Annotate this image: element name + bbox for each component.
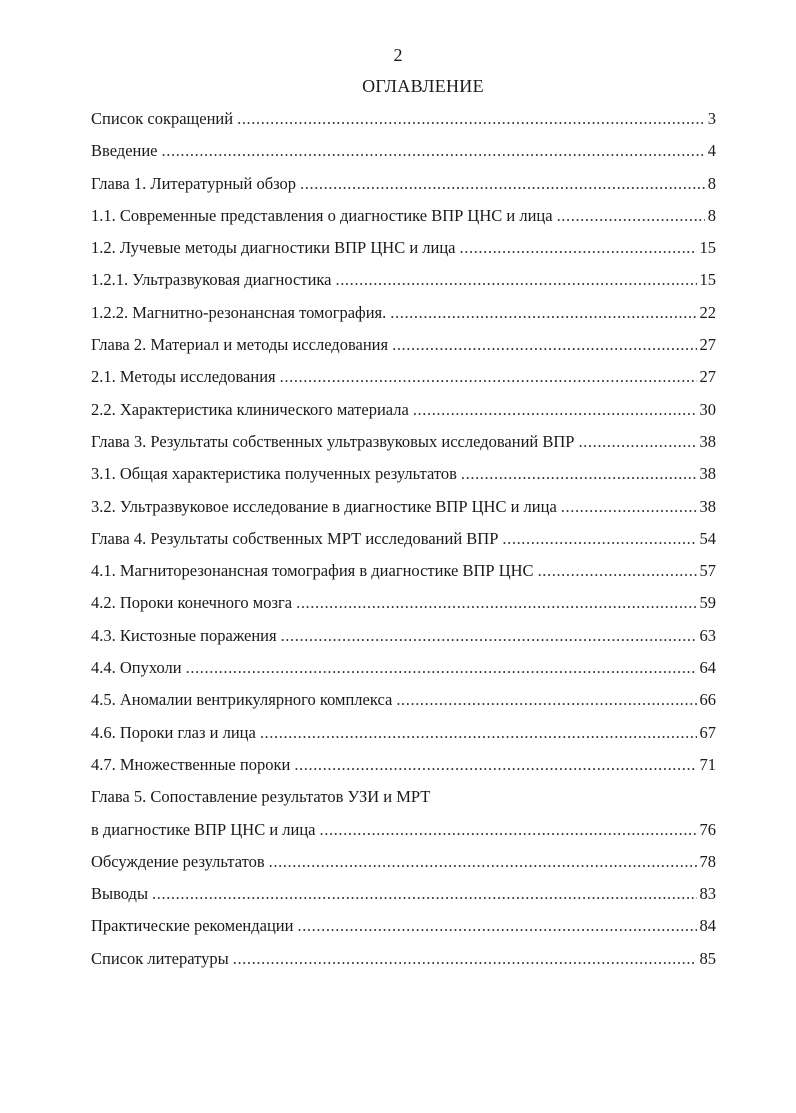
toc-entry-label: 3.1. Общая характеристика полученных результатов — [91, 464, 457, 484]
dot-leader — [269, 851, 697, 873]
toc-entry-label: 4.1. Магниторезонансная томография в диагностике ВПР ЦНС — [91, 561, 534, 581]
toc-entry-label: 1.2.2. Магнитно-резонансная томография. — [91, 302, 387, 322]
toc-entry-label: Глава 2. Материал и методы исследования — [91, 335, 389, 355]
toc-entry-page: 3 — [707, 109, 716, 128]
dot-leader — [320, 819, 697, 841]
toc-entry[interactable] — [91, 237, 716, 269]
dot-leader — [294, 754, 696, 776]
page-title: ОГЛАВЛЕНИЕ — [362, 76, 484, 96]
toc-entry-label: Практические рекомендации — [91, 916, 294, 936]
toc-entry-page: 38 — [699, 464, 716, 484]
toc-entry[interactable] — [91, 496, 716, 528]
toc-entry-label: 4.2. Пороки конечного мозга — [91, 593, 293, 613]
toc-entry-page: 4 — [707, 141, 716, 161]
toc-entry-page: 64 — [699, 658, 716, 678]
toc-entry[interactable] — [91, 302, 716, 334]
dot-leader — [186, 657, 697, 679]
dot-leader — [461, 463, 697, 485]
toc-entry-label: Введение — [91, 141, 158, 161]
toc-entry[interactable] — [91, 463, 716, 495]
dot-leader — [260, 722, 697, 744]
toc-entry[interactable] — [91, 528, 716, 560]
toc-entry-page: 8 — [707, 205, 716, 225]
dot-leader — [413, 399, 697, 421]
toc-entry[interactable] — [91, 399, 716, 431]
toc-entry-page: 30 — [699, 399, 716, 419]
dot-leader — [280, 366, 697, 388]
toc-entry[interactable] — [91, 657, 716, 689]
toc-entry-page: 76 — [699, 819, 716, 839]
toc-entry-page: 38 — [699, 496, 716, 516]
toc-entry-label: Список сокращений — [91, 109, 234, 128]
toc-entry-page: 71 — [699, 754, 716, 774]
toc-entry-page: 8 — [707, 173, 716, 193]
dot-leader — [392, 334, 696, 356]
dot-leader — [460, 237, 697, 259]
toc-entry-label: Глава 4. Результаты собственных МРТ исследований ВПР — [91, 528, 499, 548]
toc-entry[interactable] — [91, 883, 716, 915]
dot-leader — [233, 948, 697, 970]
dot-leader — [296, 592, 696, 614]
toc-entry[interactable] — [91, 173, 716, 205]
toc-entry-page: 63 — [699, 625, 716, 645]
toc-entry-label: Глава 3. Результаты собственных ультразвуковых исследований ВПР — [91, 431, 575, 451]
toc-entry[interactable] — [91, 205, 716, 237]
dot-leader — [281, 625, 697, 647]
toc-entry[interactable] — [91, 269, 716, 301]
toc-entry[interactable] — [91, 915, 716, 947]
toc-entry-label: 4.7. Множественные пороки — [91, 754, 291, 774]
dot-leader — [561, 496, 697, 518]
toc-entry-page: 85 — [699, 948, 716, 968]
toc-entry-label: Обсуждение результатов — [91, 851, 265, 871]
toc-entry[interactable] — [91, 689, 716, 721]
dot-leader — [162, 140, 705, 162]
dot-leader — [152, 883, 696, 905]
toc-entry-label: 4.6. Пороки глаз и лица — [91, 722, 256, 742]
toc-entry[interactable] — [91, 819, 716, 851]
toc-entry-page: 59 — [699, 593, 716, 613]
dot-leader — [297, 915, 696, 937]
toc-entry[interactable] — [91, 108, 716, 140]
toc-entry-page: 54 — [699, 528, 716, 548]
toc-entry-label: в диагностике ВПР ЦНС и лица — [91, 819, 316, 839]
dot-leader — [502, 528, 696, 550]
toc-entry-page: 15 — [699, 270, 716, 290]
toc-entry-page: 57 — [699, 561, 716, 581]
table-of-contents — [91, 108, 716, 980]
toc-entry-label: 3.2. Ультразвуковое исследование в диагностике ВПР ЦНС и лица — [91, 496, 557, 516]
toc-entry[interactable] — [91, 754, 716, 786]
toc-entry-page: 38 — [699, 431, 716, 451]
toc-entry-page: 27 — [699, 335, 716, 355]
toc-entry-page: 15 — [699, 238, 716, 258]
toc-entry[interactable] — [91, 722, 716, 754]
toc-entry[interactable] — [91, 851, 716, 883]
toc-entry-label: 4.5. Аномалии вентрикулярного комплекса — [91, 690, 393, 710]
dot-leader — [396, 689, 696, 711]
toc-entry-label: 1.2.1. Ультразвуковая диагностика — [91, 270, 332, 290]
toc-entry-page: 22 — [699, 302, 716, 322]
dot-leader — [557, 205, 705, 227]
toc-entry[interactable] — [91, 948, 716, 980]
dot-leader — [300, 173, 705, 195]
toc-entry-page: 67 — [699, 722, 716, 742]
dot-leader — [578, 431, 696, 453]
toc-entry-page: 83 — [699, 884, 716, 904]
toc-entry[interactable] — [91, 625, 716, 657]
dot-leader — [390, 302, 696, 324]
toc-entry-label: Глава 1. Литературный обзор — [91, 173, 297, 193]
toc-entry-label: Выводы — [91, 884, 149, 904]
toc-entry[interactable] — [91, 140, 716, 172]
toc-entry-label: 2.1. Методы исследования — [91, 367, 276, 387]
toc-entry[interactable] — [91, 334, 716, 366]
toc-entry-page: 78 — [699, 851, 716, 871]
toc-entry[interactable] — [91, 366, 716, 398]
toc-entry-label: 4.4. Опухоли — [91, 658, 182, 678]
toc-entry-label: Список литературы — [91, 948, 229, 968]
toc-entry[interactable] — [91, 431, 716, 463]
toc-entry-label: 4.3. Кистозные поражения — [91, 625, 277, 645]
toc-entry-label: 1.2. Лучевые методы диагностики ВПР ЦНС и лица — [91, 238, 456, 258]
toc-entry-label: 2.2. Характеристика клинического материала — [91, 399, 409, 419]
toc-entry-page: 66 — [699, 690, 716, 710]
dot-leader — [538, 560, 697, 582]
page-number: 2 — [393, 45, 403, 65]
toc-entry[interactable] — [91, 592, 716, 624]
toc-entry[interactable] — [91, 786, 716, 818]
toc-entry[interactable] — [91, 560, 716, 592]
dot-leader — [335, 269, 696, 291]
toc-entry-label: 1.1. Современные представления о диагностике ВПР ЦНС и лица — [91, 205, 553, 225]
toc-entry-label: Глава 5. Сопоставление результатов УЗИ и МРТ — [91, 787, 431, 807]
toc-entry-page: 84 — [699, 916, 716, 936]
toc-entry-page: 27 — [699, 367, 716, 387]
dot-leader — [237, 108, 705, 130]
